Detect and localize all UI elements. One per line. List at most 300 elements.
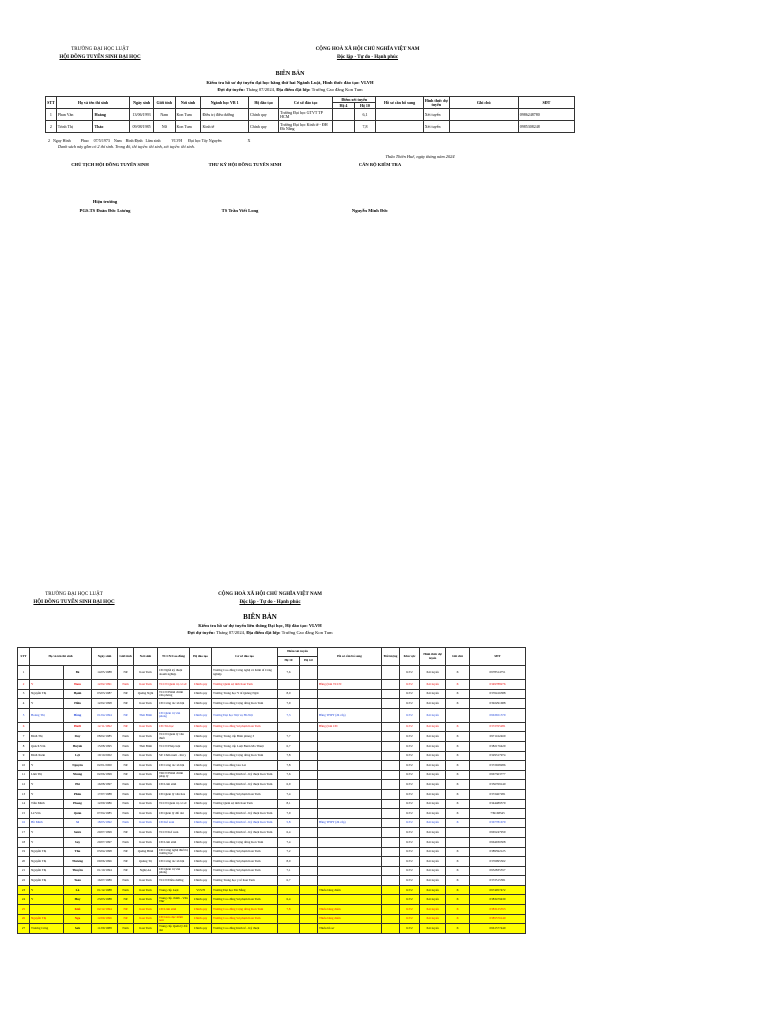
sign-chair-title: CHỦ TỊCH HỘI ĐỒNG TUYỂN SINH — [71, 162, 149, 167]
table-cell: Lâm Thị — [30, 770, 64, 780]
header-cell: Hình thức dự tuyển — [420, 648, 446, 666]
table-cell: Trường Trung cấp Luật Buôn Ma Thuột — [212, 741, 278, 751]
table-cell: Hoàng Thị — [30, 708, 64, 722]
place-value: Trường Cao đẳng Kon Tum — [311, 87, 363, 92]
table-cell — [300, 866, 318, 876]
table-cell: Chính quy — [190, 828, 212, 838]
table-cell — [318, 857, 382, 867]
table-cell: 12/09/1996 — [92, 914, 118, 924]
table-cell: 8,1 — [278, 799, 300, 809]
table-cell: CĐ Quản trị văn phòng — [158, 708, 190, 722]
table-cell — [318, 770, 382, 780]
table-cell — [300, 885, 318, 895]
table-cell: 0974957472 — [470, 885, 526, 895]
table-cell: Y — [30, 828, 64, 838]
header-cell: Hệ đào tạo — [248, 97, 278, 109]
table-cell: KV2 — [400, 780, 420, 790]
exam-value-2: Tháng 07/2024 — [215, 630, 244, 635]
table-cell: Nam — [118, 751, 134, 761]
table-cell — [333, 109, 355, 121]
table-cell: Thái Bình — [134, 741, 158, 751]
table-cell: Trình Thị — [56, 121, 93, 133]
table-cell — [382, 680, 400, 690]
table-cell — [382, 876, 400, 886]
table-cell: CĐ Giáo dục mầm non — [158, 914, 190, 924]
exam-label-2: Đợt dự tuyển: — [187, 630, 215, 635]
table-cell: KV2 — [400, 680, 420, 690]
table-cell: 12/11/1992 — [92, 722, 118, 732]
table-cell: Kon Tum — [134, 789, 158, 799]
table-cell: X — [446, 914, 470, 924]
table-cell: Nghệ An — [134, 866, 158, 876]
table-cell: TCCN Quản lý văn thiết — [158, 732, 190, 742]
table-cell: Kon Tum — [134, 828, 158, 838]
table-cell: 8 — [18, 741, 30, 751]
table-cell: 7,9 — [278, 699, 300, 709]
table-cell: 0372928286 — [470, 761, 526, 771]
table-cell: Xét tuyển — [420, 780, 446, 790]
table-cell — [300, 699, 318, 709]
table-cell: 08/02/1985 — [92, 732, 118, 742]
table-cell: Kon Tum — [134, 699, 158, 709]
table-cell: 13/06/1993 — [130, 109, 154, 121]
table-cell: 0382176429 — [470, 741, 526, 751]
table-cell: Trường Cao đẳng Sư phạm Kon Tum — [212, 789, 278, 799]
table-cell: Nam — [118, 789, 134, 799]
table-cell: 15 — [18, 809, 30, 819]
table-cell: Xét tuyển — [420, 828, 446, 838]
table-cell: Kon Tum — [134, 924, 158, 934]
table-cell: 7,1 — [278, 866, 300, 876]
table-cell: 0372515581 — [470, 876, 526, 886]
table-cell — [300, 828, 318, 838]
table-cell: 0971162469 — [470, 732, 526, 742]
table-cell — [300, 770, 318, 780]
header-cell: Hệ 4 — [333, 103, 355, 109]
table-cell: 09/08/1985 — [130, 121, 154, 133]
table-cell — [318, 895, 382, 905]
table-cell: Lê Văn — [30, 809, 64, 819]
table-cell: 5,8 — [278, 818, 300, 828]
table-cell: 0376995302 — [470, 857, 526, 867]
table-cell: 2 — [18, 680, 30, 690]
table-cell: 7,8 — [278, 761, 300, 771]
table-cell: KV2 — [400, 847, 420, 857]
table-cell: Thiếu hồ sơ — [318, 924, 382, 934]
table-cell: Hồ Minh — [30, 818, 64, 828]
table-cell: Nữ — [118, 689, 134, 699]
table-cell: Nguyên — [64, 761, 92, 771]
header-cell: Điểm xét tuyển — [333, 97, 376, 103]
table-cell: 0344489579 — [470, 799, 526, 809]
table-cell: Xét tuyển — [420, 789, 446, 799]
table-cell — [300, 666, 318, 680]
table-cell — [300, 689, 318, 699]
table-cell: Xét tuyển — [420, 866, 446, 876]
table-cell: Nguyễn Thị — [30, 914, 64, 924]
chair-role: Hiệu trưởng — [92, 199, 118, 204]
header-cell: Ghi chú — [446, 648, 470, 666]
table-cell: Thiếu bảng điểm — [318, 905, 382, 915]
table-cell: Nam — [118, 680, 134, 690]
table-cell: CĐ Lâm sinh — [158, 837, 190, 847]
table-cell: Xét tuyển — [420, 708, 446, 722]
table-cell: Xét tuyển — [420, 847, 446, 857]
table-cell: X — [446, 876, 470, 886]
exam-info-2: Đợt dự tuyển: Tháng 07/2024, Địa điểm đặt lớp: Trường Cao đẳng Kon Tum — [187, 630, 333, 635]
table-cell: 0963651379 — [470, 708, 526, 722]
header-cell: Giới tính — [153, 97, 175, 109]
table-cell: 18/05/1992 — [92, 818, 118, 828]
table-cell — [190, 666, 212, 680]
table-cell: Thảo — [93, 121, 130, 133]
table-cell: 0967363777 — [470, 770, 526, 780]
table-cell: 20 — [18, 857, 30, 867]
table-cell: 7,8 — [278, 751, 300, 761]
table-cell: Đinh Thị — [30, 732, 64, 742]
table-cell — [376, 109, 424, 121]
table-cell: Chính quy — [190, 799, 212, 809]
table-cell — [446, 837, 470, 847]
table-cell: Kon Tum — [134, 799, 158, 809]
table-cell: 0932835557 — [470, 866, 526, 876]
table-cell: CĐ Lâm sinh — [158, 780, 190, 790]
table-cell: Trường Cao đẳng Kinh tế - Kỹ thuật Kon Tum — [212, 809, 278, 819]
table-cell: 0383479439 — [470, 895, 526, 905]
table-cell: 1 — [46, 109, 57, 121]
table-row — [18, 780, 526, 790]
table-cell: CĐ Quản lý văn hóa — [158, 789, 190, 799]
table-cell: Chính quy — [190, 876, 212, 886]
table-cell — [382, 809, 400, 819]
table-cell — [382, 699, 400, 709]
table-cell: Chính quy — [190, 914, 212, 924]
table-cell: KV2 — [400, 857, 420, 867]
exam-info: Đợt dự tuyển: Tháng 07/2024, Địa điểm đặt lớp: Trường Cao đẳng Kon Tum — [217, 87, 363, 92]
table-cell: Y — [30, 680, 64, 690]
table-cell: Kon Tum — [134, 914, 158, 924]
table-cell — [382, 761, 400, 771]
table-cell: KV2 — [400, 789, 420, 799]
table-cell: KV2 — [400, 914, 420, 924]
table-cell: TCCN Điều dưỡng — [158, 876, 190, 886]
table-cell: 23 — [18, 885, 30, 895]
table-cell: Trường Cao đẳng Sư phạm Kon Tum — [212, 895, 278, 905]
table-cell: Xét tuyển — [420, 905, 446, 915]
table-cell: X — [446, 799, 470, 809]
document-title-2: BIÊN BẢN — [243, 613, 277, 621]
table-cell: Chính quy — [190, 895, 212, 905]
table-cell: CĐ Kế toán — [158, 818, 190, 828]
table-cell: Trường Đại học Kinh tế - ĐH Đà Nẵng — [279, 121, 333, 133]
table-cell: Xét tuyển — [420, 914, 446, 924]
table-row — [18, 857, 526, 867]
table-cell: 18 — [18, 837, 30, 847]
table-cell: KV2 — [400, 866, 420, 876]
table-cell: Chính quy — [190, 789, 212, 799]
table-cell: X — [446, 722, 470, 732]
table-cell: 17 — [18, 828, 30, 838]
candidate-table-1 — [45, 96, 575, 133]
table-cell: Trường Cao đẳng Kinh tế - Kỹ thuật Kon Tum — [212, 770, 278, 780]
table-cell: 21 — [18, 866, 30, 876]
inspector-name: Nguyễn Minh Đức — [351, 208, 389, 213]
table-cell: X — [446, 689, 470, 699]
table-cell — [382, 818, 400, 828]
table-cell: Nguyễn Thị — [30, 857, 64, 867]
table-cell: Nam — [118, 741, 134, 751]
table-cell: KV2 — [400, 689, 420, 699]
table-cell — [278, 680, 300, 690]
header-cell: Cơ sở đào tạo — [212, 648, 278, 666]
table-cell: Xét tuyển — [420, 876, 446, 886]
table-cell: Nữ — [118, 666, 134, 680]
table-cell — [300, 751, 318, 761]
table-cell: KV2 — [400, 924, 420, 934]
table-cell: X — [446, 761, 470, 771]
table-cell: Kon Tum — [134, 895, 158, 905]
table-cell — [382, 732, 400, 742]
table-cell: KV2 — [400, 876, 420, 886]
table-cell — [382, 666, 400, 680]
table-cell: TCCN Hành chính văn phòng — [158, 689, 190, 699]
table-cell: 11 — [18, 770, 30, 780]
header-cell: Cơ sở đào tạo — [279, 97, 333, 109]
table-cell: 0986248780 — [518, 109, 574, 121]
table-cell: 7,3 — [278, 708, 300, 722]
table-cell: Xét tuyển — [420, 722, 446, 732]
table-cell: Xét tuyển — [420, 741, 446, 751]
table-cell: Kon Tum — [134, 680, 158, 690]
table-cell: Nguyễn Thị — [30, 689, 64, 699]
table-cell — [376, 121, 424, 133]
table-cell: Chính quy — [190, 689, 212, 699]
table-cell: KV2 — [400, 905, 420, 915]
table-row — [46, 121, 575, 133]
table-cell: X — [446, 866, 470, 876]
table-cell: SP. Chăn nuôi - thú y — [158, 751, 190, 761]
table-cell: Nhung — [64, 770, 92, 780]
table-cell: Phong — [64, 799, 92, 809]
table-cell — [300, 857, 318, 867]
table-cell: Xét tuyển — [420, 751, 446, 761]
exam-value: Tháng 07/2024 — [245, 87, 274, 92]
document-subtitle-2: Kiểm tra hồ sơ dự tuyển liên thông Đại học, Hệ đào tạo: VLVH — [198, 623, 322, 628]
table-cell: Nữ — [118, 905, 134, 915]
table-cell: Bằng (bản CĐ — [318, 722, 382, 732]
table-cell: Trường Cao đẳng Kinh tế - Kỹ thuật Kon Tum — [212, 828, 278, 838]
table-row — [18, 828, 526, 838]
table-cell: Duy — [64, 732, 92, 742]
table-cell — [318, 741, 382, 751]
table-cell: Trung cấp chính - Văn Thư — [159, 895, 188, 903]
table-cell: Kon Tum — [134, 732, 158, 742]
table-cell: 7,4 — [278, 789, 300, 799]
sign-date: Thừa Thiên Huế, ngày tháng năm 2024 — [385, 154, 455, 159]
table-cell: TCCN Pháp luật — [158, 741, 190, 751]
header-cell: Hệ 4.0 — [300, 657, 318, 666]
table-cell: 0961577449 — [470, 924, 526, 934]
table-cell: Thuyền — [64, 866, 92, 876]
table-cell: Hưởi — [64, 722, 92, 732]
table-cell: 1 — [18, 666, 30, 680]
table-cell — [382, 689, 400, 699]
header-cell: Ngày sinh — [130, 97, 154, 109]
table-cell — [300, 780, 318, 790]
table-row — [18, 761, 526, 771]
council-name-2: HỘI ĐỒNG TUYỂN SINH ĐẠI HỌC — [33, 600, 115, 605]
header-cell: Hồ sơ cần bổ sung — [318, 648, 382, 666]
table-cell: CĐ Quản trị văn phòng — [158, 866, 190, 876]
sign-secretary-title: THƯ KÝ HỘI ĐỒNG TUYỂN SINH — [208, 162, 282, 167]
table-cell — [318, 837, 382, 847]
table-cell — [30, 666, 64, 680]
table-cell: Xét tuyển — [423, 109, 449, 121]
table-cell: Thu — [64, 847, 92, 857]
table-cell: Nam — [118, 809, 134, 819]
table-cell: Xét tuyển — [420, 857, 446, 867]
table-cell — [278, 914, 300, 924]
table-cell: Lợi — [64, 751, 92, 761]
table-cell: Y — [30, 699, 64, 709]
table-cell: Trường Đại học Nội vụ Hà Nội — [212, 708, 278, 722]
table-cell: CĐ Lâm sinh — [158, 905, 190, 915]
table-cell: 10 — [18, 761, 30, 771]
table-cell: 0389592125 — [470, 847, 526, 857]
table-cell: Chính quy — [190, 761, 212, 771]
header-cell: Hệ 10 — [354, 103, 376, 109]
table-cell: Nguyễn Thị — [30, 866, 64, 876]
table-cell: Nữ — [118, 895, 134, 905]
table-cell: Nữ — [118, 761, 134, 771]
table-cell: 24 — [18, 895, 30, 905]
table-cell — [278, 924, 300, 934]
document-title: BIÊN BẢN — [275, 71, 305, 77]
table-cell — [382, 741, 400, 751]
header-cell: Hệ đào tạo — [190, 648, 212, 666]
place-label: Địa điểm đặt lớp: — [276, 87, 311, 92]
table-cell: Kon Tum — [134, 761, 158, 771]
table-cell: Y — [30, 789, 64, 799]
table-cell: Chính quy — [190, 818, 212, 828]
table-cell — [318, 732, 382, 742]
table-cell: 01/10/1994 — [92, 866, 118, 876]
table-cell: 7,6 — [278, 770, 300, 780]
document-subtitle: Kiểm tra hồ sơ dự tuyển đại học bằng thứ hai Ngành Luật, Hình thức đào tạo: VLVH — [206, 80, 374, 85]
table-cell: Kon Tum — [134, 809, 158, 819]
table-cell: Chính quy — [248, 121, 278, 133]
table-cell: 0367781679 — [470, 818, 526, 828]
table-cell: Xét tuyển — [420, 732, 446, 742]
table-cell: Nữ — [118, 866, 134, 876]
table-row — [18, 741, 526, 751]
table-cell: Chính quy — [190, 751, 212, 761]
table-cell — [318, 666, 382, 680]
header-cell: Hình thức dự tuyển — [424, 97, 448, 107]
table-cell: Chính quy — [190, 866, 212, 876]
table-cell: Bằng THPT (đã cấp) — [318, 708, 382, 722]
table-cell: Phi — [64, 780, 92, 790]
table-cell: KV2 — [400, 885, 420, 895]
table-cell — [300, 905, 318, 915]
table-cell: Trường Trung cấp Biên phòng 3 — [212, 732, 278, 742]
table-cell: Thiếu bảng điểm — [318, 914, 382, 924]
table-cell: 2 — [46, 121, 57, 133]
table-cell: 0329317974 — [470, 751, 526, 761]
table-cell: Trường Cao đẳng Cộng đồng Kon Tum — [212, 751, 278, 761]
table-cell: 12/02/1998 — [92, 699, 118, 709]
table-row — [18, 722, 526, 732]
table-cell: Kon Tum — [134, 666, 158, 680]
table-cell: Phim — [64, 789, 92, 799]
table-cell: X — [446, 780, 470, 790]
table-cell: CĐ Công tác xã hội — [158, 699, 190, 709]
table-cell — [446, 828, 470, 838]
table-cell: Huỳnh — [64, 741, 92, 751]
table-cell: Bằng (bản TCCN — [318, 680, 382, 690]
partial-row: 2 Ngay Hinh Phao 07/5/1973 Nam Bình Định Lâm sinh VLVH Đại học Tây Nguyên X — [48, 138, 251, 143]
table-cell: Kon Tum — [134, 751, 158, 761]
table-cell: Kon Tum — [134, 905, 158, 915]
table-cell: 03/03/1987 — [92, 689, 118, 699]
table-cell — [318, 751, 382, 761]
table-cell: Hiền — [64, 699, 92, 709]
table-cell — [30, 722, 64, 732]
table-cell: 7,2 — [278, 847, 300, 857]
table-cell: Trường Cao đẳng Công nghệ và Kinh tế Công nghiệp — [212, 666, 278, 680]
table-cell: CĐ Công nghệ thiết bị trường học — [159, 847, 188, 855]
table-cell: Quảng Ngãi — [134, 689, 158, 699]
table-cell: KV2 — [400, 837, 420, 847]
header-cell: Khu vực — [400, 648, 420, 666]
table-cell: Nam — [118, 837, 134, 847]
table-cell: Chính quy — [190, 924, 212, 934]
table-cell: Suy — [64, 837, 92, 847]
table-cell: Xét tuyển — [420, 761, 446, 771]
table-cell: Nữ — [118, 770, 134, 780]
table-cell: 19 — [18, 847, 30, 857]
table-cell: Trường Đại học Đà Nẵng — [212, 885, 278, 895]
table-row — [18, 751, 526, 761]
table-cell: Sươn — [64, 828, 92, 838]
table-cell: 01/04/1994 — [92, 708, 118, 722]
table-cell — [300, 789, 318, 799]
table-cell — [382, 722, 400, 732]
table-cell: Huy — [64, 895, 92, 905]
table-row — [18, 866, 526, 876]
table-cell: 9 — [18, 751, 30, 761]
table-cell: 16/07/1989 — [92, 876, 118, 886]
table-cell: Trường Cao đẳng Cộng đồng Kon Tum — [212, 905, 278, 915]
table-cell: 6,7 — [278, 876, 300, 886]
table-cell: Kon Tum — [134, 876, 158, 886]
table-cell — [300, 837, 318, 847]
table-cell: X — [446, 741, 470, 751]
table-cell: 6,9 — [278, 780, 300, 790]
table-cell — [318, 799, 382, 809]
table-cell: Sơn — [64, 924, 92, 934]
table-cell — [300, 722, 318, 732]
table-cell: Xét tuyển — [420, 818, 446, 828]
table-cell: Đinh Xuân — [30, 751, 64, 761]
table-cell: X — [446, 680, 470, 690]
table-cell: X — [446, 847, 470, 857]
table-cell: Quân — [64, 809, 92, 819]
table-cell: Trường Cao đẳng Sư phạm Kon Tum — [212, 914, 278, 924]
table-cell: 7,8 — [278, 905, 300, 915]
table-cell — [318, 699, 382, 709]
table-cell: 20/07/1997 — [92, 837, 118, 847]
